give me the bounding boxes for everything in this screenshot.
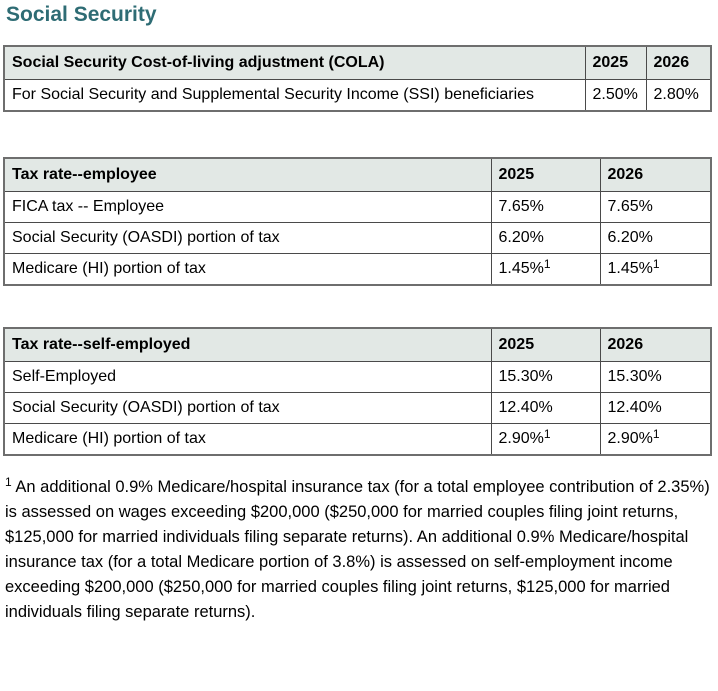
value-cell: 7.65% [600, 192, 711, 223]
value-cell: 2.50% [585, 80, 646, 112]
value-cell: 15.30% [491, 362, 600, 393]
row-label-cell: FICA tax -- Employee [4, 192, 491, 223]
data-table-tax-employee [3, 157, 712, 286]
footnote-marker: 1 [5, 475, 12, 489]
year-header-cell: 2026 [600, 158, 711, 192]
table-row [4, 362, 711, 393]
tables-container [3, 45, 718, 456]
value-cell: 6.20% [600, 223, 711, 254]
year-header-cell: 2025 [491, 158, 600, 192]
footnote-ref: 1 [543, 257, 551, 271]
table-title-cell: Tax rate--self-employed [4, 328, 491, 362]
table-row [4, 393, 711, 424]
footnote-text: An additional 0.9% Medicare/hospital insurance tax (for a total employee contribution of 2.35%) is assessed on wages exceeding $200,000 ($250,000 for married couples filing joint returns, $125,000 for married individuals filing separate returns). An additional 0.9% Medicare/hospital insurance tax (for a total Medicare portion of 3.8%) is assessed on self-employment income exceeding $200,000 ($250,000 for married couples filing joint returns, $125,000 for married individuals filing separate returns). [5, 478, 710, 621]
value-cell: 2.90%$^1$ [491, 424, 600, 456]
data-table-cola [3, 45, 712, 112]
table-row [4, 424, 711, 456]
table-title-cell: Social Security Cost-of-living adjustment (COLA) [4, 46, 585, 80]
row-label-cell: Social Security (OASDI) portion of tax [4, 393, 491, 424]
footnote-ref: 1 [652, 257, 660, 271]
year-header-cell: 2026 [600, 328, 711, 362]
data-table-tax-self-employed [3, 327, 712, 456]
value-cell: 12.40% [491, 393, 600, 424]
value-cell: 6.20% [491, 223, 600, 254]
value-cell: 12.40% [600, 393, 711, 424]
page-title: Social Security [6, 3, 157, 26]
row-label-cell: Self-Employed [4, 362, 491, 393]
table-header-row [4, 158, 711, 192]
table-row [4, 192, 711, 223]
value-cell: 1.45%$^1$ [491, 254, 600, 286]
value-cell: 15.30% [600, 362, 711, 393]
row-label-cell: For Social Security and Supplemental Security Income (SSI) beneficiaries [4, 80, 585, 112]
value-cell: 2.80% [646, 80, 711, 112]
value-cell: 2.90%$^1$ [600, 424, 711, 456]
table-header-row [4, 328, 711, 362]
row-label-cell: Medicare (HI) portion of tax [4, 254, 491, 286]
footnote-ref: 1 [652, 427, 660, 441]
value-cell: 1.45%$^1$ [600, 254, 711, 286]
footnote [5, 475, 710, 625]
row-label-cell: Medicare (HI) portion of tax [4, 424, 491, 456]
table-row [4, 223, 711, 254]
year-header-cell: 2025 [491, 328, 600, 362]
year-header-cell: 2026 [646, 46, 711, 80]
table-title-cell: Tax rate--employee [4, 158, 491, 192]
table-row [4, 254, 711, 286]
footnote-ref: 1 [543, 427, 551, 441]
value-cell: 7.65% [491, 192, 600, 223]
year-header-cell: 2025 [585, 46, 646, 80]
table-row [4, 80, 711, 112]
row-label-cell: Social Security (OASDI) portion of tax [4, 223, 491, 254]
table-header-row [4, 46, 711, 80]
